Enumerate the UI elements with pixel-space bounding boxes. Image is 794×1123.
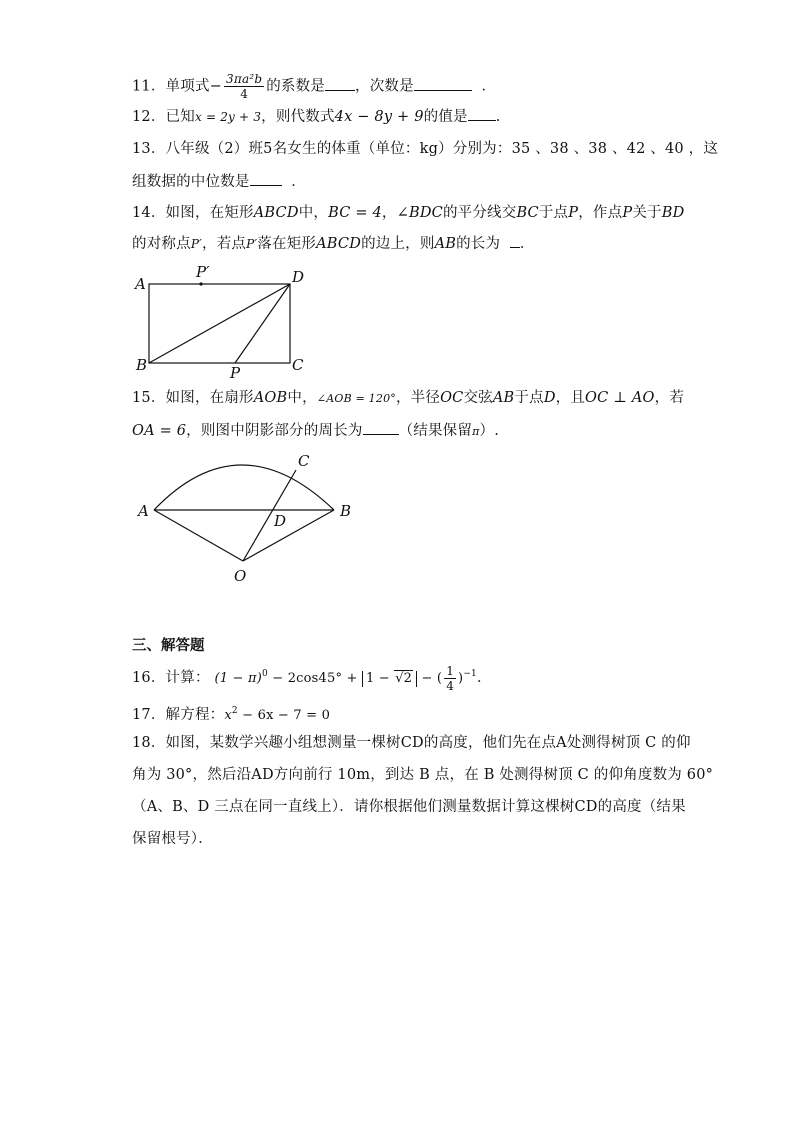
q16-absolute: [362, 671, 417, 687]
q12-mid: ，则代数式: [261, 109, 335, 125]
q14-bc2: BC: [516, 205, 539, 221]
q15-ab: AB: [492, 390, 515, 406]
q12-expression: 4x − 8y + 9: [334, 109, 424, 125]
q11-end: ．: [481, 78, 497, 95]
q15-text-2b: ，则图中阴影部分的周长为: [186, 423, 363, 439]
q17-label: 17．解方程：: [132, 707, 225, 723]
q14-segment-dp: [235, 284, 290, 363]
section-3-heading: 三、解答题: [132, 638, 205, 654]
q12-blank[interactable]: [468, 106, 496, 121]
q15-angle: ∠AOB = 120°: [316, 392, 396, 405]
q15-pi: π: [472, 425, 480, 438]
q14-text-2e: 的长为: [456, 236, 501, 252]
q14-pp2: P′: [246, 237, 258, 251]
q16-part-b: − 2cos45° +: [267, 671, 362, 686]
q17-sup: 2: [231, 706, 238, 716]
q14-text-g: 关于: [632, 205, 662, 221]
q16-frac-den: 4: [446, 679, 455, 693]
q14-bd: BD: [661, 205, 685, 221]
q14-abcd: ABCD: [253, 205, 299, 221]
question-18-line-1: 18．如图，某数学兴趣小组想测量一棵树CD的高度，他们先在点A处测得树顶 C 的仰: [132, 735, 691, 751]
q14-text-a: 14．如图，在矩形: [132, 205, 254, 221]
question-11: [132, 72, 496, 101]
q12-prefix: 已知: [165, 109, 195, 125]
q14-point-pp: [199, 282, 202, 285]
q15-text-d: 交弦: [463, 390, 493, 406]
q11-number: 11．: [132, 78, 166, 95]
q13-prefix: 组数据的中位数是: [132, 174, 250, 190]
question-15-line-2: [132, 420, 499, 442]
q14-abcd2: ABCD: [316, 236, 362, 252]
q16-end: ．: [476, 670, 492, 686]
q14-angle: ∠BDC: [396, 205, 443, 221]
q11-minus: −: [209, 78, 223, 95]
q11-frac-den: 4: [240, 87, 249, 101]
question-15-line-1: [132, 388, 684, 409]
question-17: [132, 701, 330, 726]
q12-number: 12．: [132, 109, 166, 125]
q14-text-d: 的平分线交: [442, 205, 517, 221]
q15-arc-ab: [154, 465, 334, 510]
q15-label-b: B: [340, 502, 352, 520]
question-13-line-1: 13．八年级（2）班5名女生的体重（单位：kg）分别为：35 、38 、38 、42 、40 ，这: [132, 141, 719, 157]
q15-aob: AOB: [253, 390, 288, 406]
q15-text-c: ，半径: [395, 390, 441, 406]
q14-bc: BC = 4: [328, 205, 382, 221]
question-18-line-3: （A、B、D 三点在同一直线上）．请你根据他们测量数据计算这棵树CD的高度（结果: [132, 799, 686, 815]
q14-text-f: ，作点: [578, 205, 623, 221]
q15-blank[interactable]: [363, 420, 399, 435]
q14-rectangle-figure: [130, 262, 320, 380]
q16-abs-inner: 1 −: [365, 671, 395, 686]
q15-text-a: 15．如图，在扇形: [132, 390, 254, 406]
question-16: [132, 664, 492, 693]
q12-post: 的值是: [423, 109, 468, 125]
q13-end: ．: [291, 174, 306, 190]
q15-text-b: 中，: [287, 390, 317, 406]
q15-text-e: 于点: [514, 390, 544, 406]
q15-oc: OC: [440, 390, 464, 406]
q15-end: ）.: [479, 423, 500, 439]
q14-label-c: C: [292, 356, 304, 374]
q14-p: P: [568, 205, 579, 221]
q14-label-d: D: [292, 268, 305, 286]
q12-end: .: [495, 109, 501, 125]
q14-text-c: ，: [381, 205, 397, 221]
question-18-line-4: 保留根号）．: [132, 831, 213, 847]
q15-d: D: [543, 390, 556, 406]
q15-label-c: C: [298, 452, 310, 470]
q12-condition: x = 2y + 3: [194, 110, 262, 124]
q11-fraction: [224, 72, 264, 101]
q14-text-b: 中，: [298, 205, 329, 221]
q15-radius-ob: [243, 510, 334, 561]
q14-diagonal-bd: [149, 284, 290, 363]
q14-text-2d: 的边上，则: [361, 236, 435, 252]
q17-rest: − 6x − 7 = 0: [237, 708, 331, 723]
q16-exp0: 0: [262, 669, 268, 679]
q14-ab: AB: [434, 236, 457, 252]
question-14-line-2: [132, 233, 535, 254]
q16-sqrt: √2: [395, 671, 413, 686]
q15-text-g: ，若: [654, 390, 685, 406]
question-14-line-1: [132, 203, 684, 223]
question-13-line-2: [132, 171, 306, 192]
q11-mid: 的系数是: [266, 78, 326, 95]
q15-text-2c: （结果保留: [398, 423, 473, 439]
q16-label: 16．计算：: [132, 670, 210, 686]
q14-pp: P′: [190, 237, 203, 251]
question-12: [132, 106, 501, 127]
q14-label-pp: P′: [196, 263, 210, 281]
q16-frac-num: 1: [446, 664, 455, 678]
q14-p2: P: [622, 205, 633, 221]
q15-label-d: D: [274, 512, 287, 530]
q15-sector-figure: [130, 448, 370, 588]
q14-text-e: 于点: [538, 205, 569, 221]
q16-exp-neg1: −1: [463, 669, 477, 679]
q15-text-f: ，且: [555, 390, 586, 406]
q15-radius-oc: [243, 470, 296, 561]
q13-blank[interactable]: [250, 171, 282, 186]
question-18-line-2: 角为 30°，然后沿AD方向前行 10m，到达 B 点，在 B 处测得树顶 C 的仰角度数为 60°: [132, 767, 714, 783]
q17-x: x: [224, 708, 232, 723]
q15-radius-oa: [154, 510, 243, 561]
q16-expression: [214, 664, 477, 693]
q11-blank-1[interactable]: [325, 76, 355, 91]
q14-text-2b: ，若点: [202, 236, 247, 252]
q16-part-a: (1 − π): [214, 671, 262, 686]
q11-sep: ，次数是: [355, 78, 414, 95]
q16-part-c: − (: [417, 671, 443, 686]
q15-label-a: A: [138, 502, 149, 520]
q15-oa: OA = 6: [132, 423, 187, 439]
q11-frac-num: 3πa²b: [226, 72, 263, 86]
q11-prefix: 单项式: [165, 78, 210, 95]
q14-text-2c: 落在矩形: [257, 236, 317, 252]
q11-blank-2[interactable]: [414, 76, 472, 91]
q14-end: ．: [519, 236, 535, 252]
q14-label-a: A: [135, 275, 146, 293]
q16-part-d: ): [458, 671, 464, 686]
q15-perp: OC ⊥ AO: [585, 390, 655, 406]
q14-text-2a: 的对称点: [132, 236, 191, 252]
q16-fraction: [444, 664, 456, 693]
q14-label-b: B: [136, 356, 148, 374]
q14-label-p: P: [230, 364, 241, 380]
q14-blank[interactable]: [510, 233, 520, 248]
q15-label-o: O: [234, 567, 247, 585]
q17-equation: [224, 708, 330, 723]
